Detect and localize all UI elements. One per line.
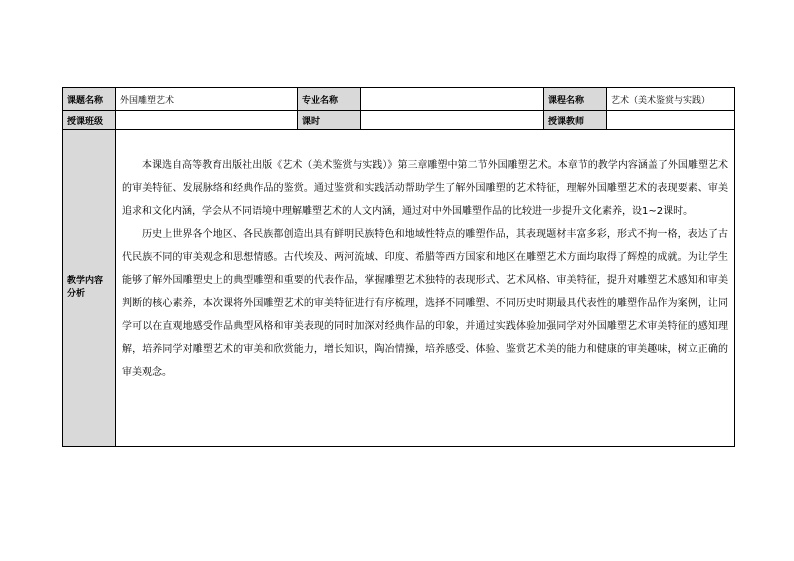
teacher-value[interactable] xyxy=(607,111,735,130)
teacher-label: 授课教师 xyxy=(544,111,607,130)
topic-label: 课题名称 xyxy=(63,88,116,111)
major-label: 专业名称 xyxy=(298,88,361,111)
hours-value[interactable] xyxy=(361,111,544,130)
analysis-paragraph: 本课选自高等教育出版社出版《艺术（美术鉴赏与实践）》第三章雕塑中第二节外国雕塑艺术。本章节的教学内容涵盖了外国雕塑艺术的审美特征、发展脉络和经典作品的鉴赏。通过鉴赏和实践活动帮助学生了解外国雕塑的艺术特征，理解外国雕塑艺术的表现要素、审美追求和文化内涵，学会从不同语境中理解雕塑艺术的人文内涵，通过对中外国雕塑作品的比较进一步提升文化素养，设1~2课时。 xyxy=(122,160,728,217)
header-row-1 xyxy=(63,88,735,111)
analysis-row xyxy=(63,130,735,447)
analysis-paragraph: 历史上世界各个地区、各民族都创造出具有鲜明民族特色和地域性特点的雕塑作品，其表现题材丰富多彩，形式不拘一格，表达了古代民族不同的审美观念和思想情感。古代埃及、两河流域、印度、希腊等西方国家和地区在雕塑艺术方面均取得了辉煌的成就。为让学生能够了解外国雕塑史上的典型雕塑和重要的代表作品，掌握雕塑艺术独特的表现形式、艺术风格、审美特征，提升对雕塑艺术感知和审美判断的核心素养，本次课将外国雕塑艺术的审美特征进行有序梳理，选择不同雕塑、不同历史时期最具代表性的雕塑作品作为案例，让同学可以在直观地感受作品典型风格和审美表现的同时加深对经典作品的印象，并通过实践体验加强同学对外国雕塑艺术审美特征的感知理解，培养同学对雕塑艺术的审美和欣赏能力，增长知识，陶冶情操，培养感受、体验、鉴赏艺术美的能力和健康的审美趣味，树立正确的审美观念。 xyxy=(122,229,728,378)
topic-value[interactable]: 外国雕塑艺术 xyxy=(116,88,298,111)
course-value[interactable]: 艺术（美术鉴赏与实践） xyxy=(607,88,735,111)
major-value[interactable] xyxy=(361,88,544,111)
hours-label: 课时 xyxy=(298,111,361,130)
header-row-2 xyxy=(63,111,735,130)
class-label: 授课班级 xyxy=(63,111,116,130)
analysis-content[interactable] xyxy=(116,130,735,447)
class-value[interactable] xyxy=(116,111,298,130)
analysis-label: 教学内容分析 xyxy=(63,130,116,447)
lesson-plan-table xyxy=(62,87,735,447)
course-label: 课程名称 xyxy=(544,88,607,111)
